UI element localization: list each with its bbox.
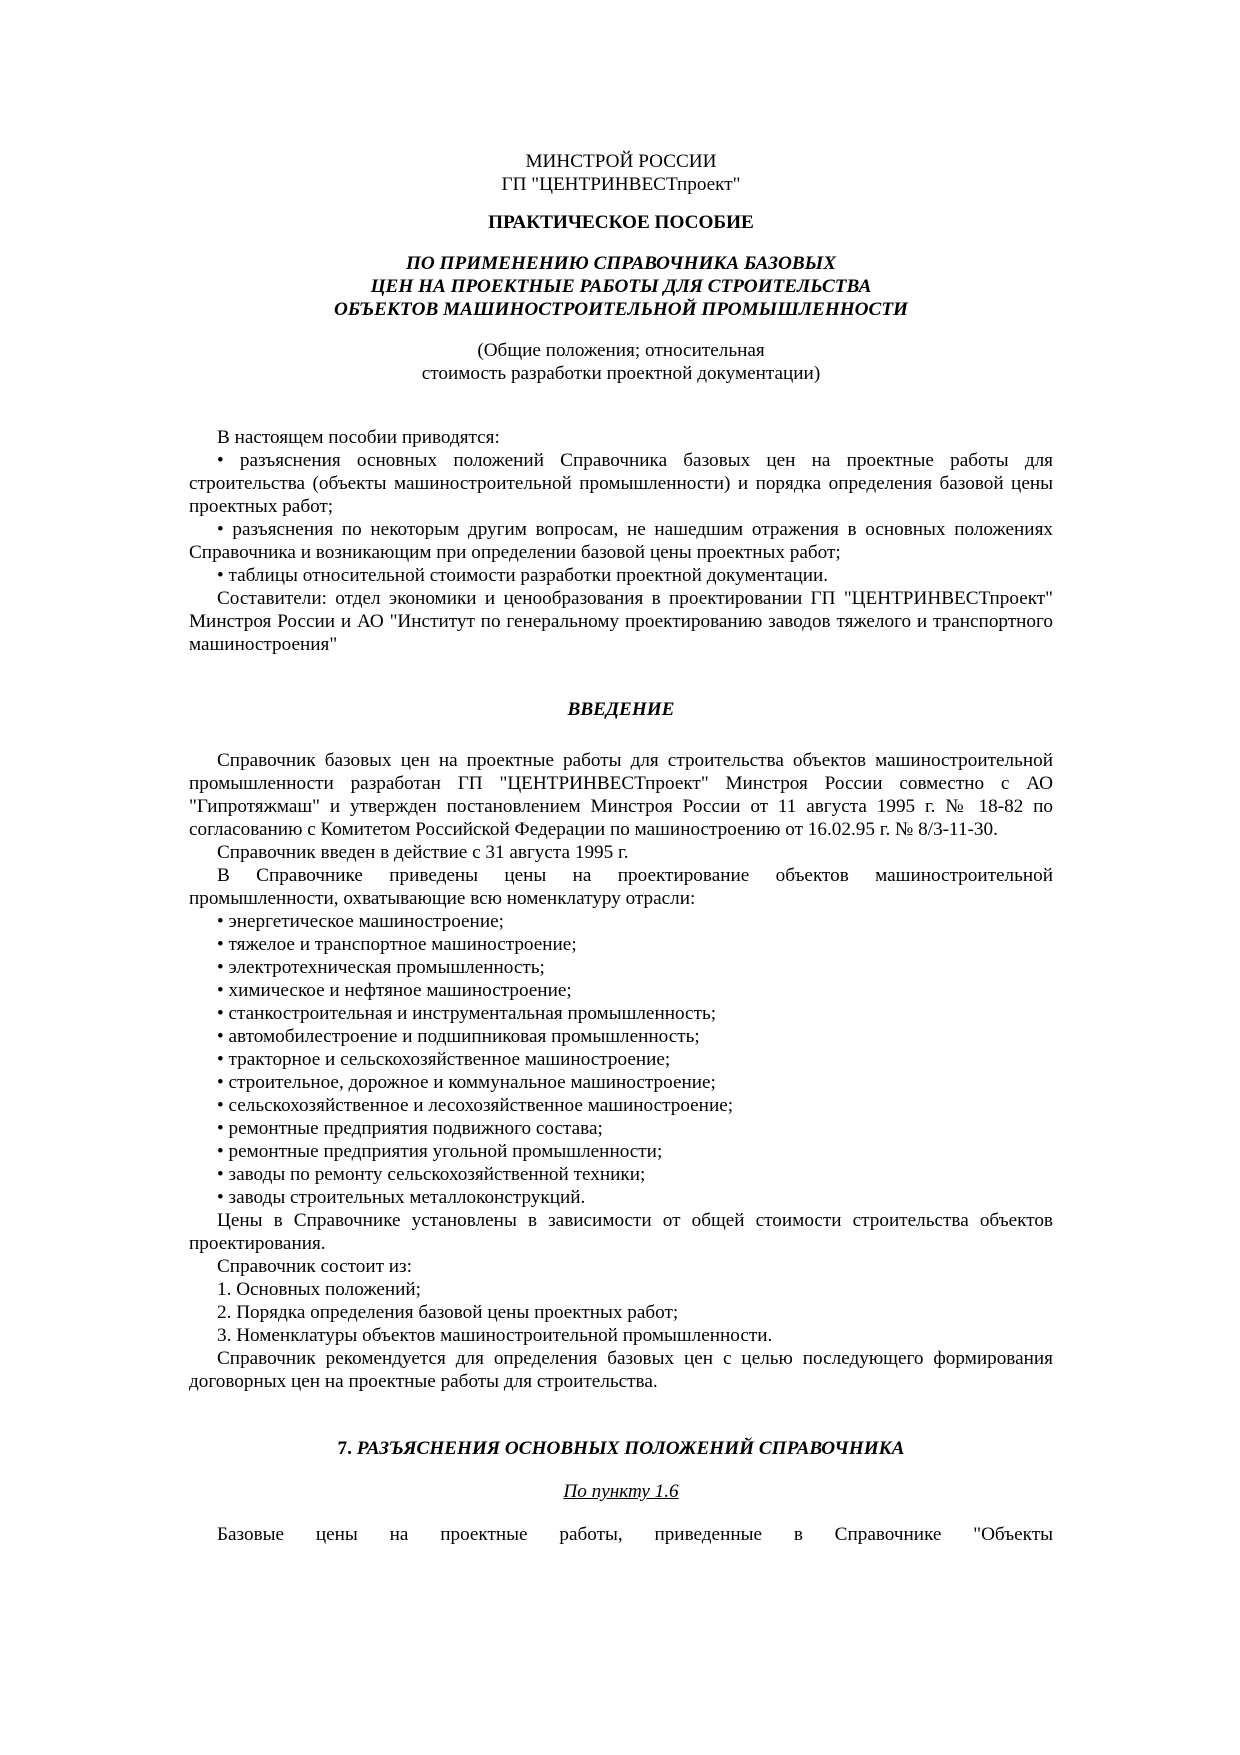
ministry-name: МИНСТРОЙ РОССИИ — [525, 151, 717, 172]
section-number: 7. — [337, 1438, 352, 1459]
introduction-heading: ВВЕДЕНИЕ — [567, 699, 675, 720]
list-item: • тракторное и сельскохозяйственное машиностроение; — [217, 1049, 671, 1070]
intro-item: • разъяснения по некоторым другим вопросам, не нашедшим отражения в основных положениях Справочника и возникающим при определении базовой цены проектных работ; — [189, 519, 1053, 563]
list-item: • строительное, дорожное и коммунальное машиностроение; — [217, 1072, 716, 1093]
document-title — [189, 252, 1053, 321]
section-subheading: По пункту 1.6 — [563, 1481, 679, 1502]
parts-list — [189, 1278, 1053, 1347]
title-line: ОБЪЕКТОВ МАШИНОСТРОИТЕЛЬНОЙ ПРОМЫШЛЕННОСТИ — [334, 299, 908, 320]
document-header — [189, 150, 1053, 196]
intro-lead: В настоящем пособии приводятся: — [217, 427, 500, 448]
list-item: • автомобилестроение и подшипниковая промышленность; — [217, 1026, 700, 1047]
industry-list — [189, 910, 1053, 1209]
intro-item: • таблицы относительной стоимости разработки проектной документации. — [217, 565, 829, 586]
list-item: 2. Порядка определения базовой цены проектных работ; — [217, 1302, 679, 1323]
list-item: 1. Основных положений; — [217, 1279, 421, 1300]
document-subtitle — [189, 339, 1053, 385]
list-item: • сельскохозяйственное и лесохозяйственное машиностроение; — [217, 1095, 734, 1116]
list-item: • энергетическое машиностроение; — [217, 911, 504, 932]
list-item: • тяжелое и транспортное машиностроение; — [217, 934, 577, 955]
subtitle-line: (Общие положения; относительная — [477, 340, 765, 361]
introduction-paragraph: В Справочнике приведены цены на проектирование объектов машиностроительной промышленности, охватывающие всю номенклатуру отрасли: — [189, 865, 1053, 909]
section-title: РАЗЪЯСНЕНИЯ ОСНОВНЫХ ПОЛОЖЕНИЙ СПРАВОЧНИКА — [356, 1438, 905, 1459]
title-line: ПО ПРИМЕНЕНИЮ СПРАВОЧНИКА БАЗОВЫХ — [405, 253, 837, 274]
subtitle-line: стоимость разработки проектной документации) — [421, 363, 821, 384]
introduction-paragraph: Справочник состоит из: — [217, 1256, 412, 1277]
introduction-paragraph: Справочник базовых цен на проектные работы для строительства объектов машиностроительной промышленности разработан ГП "ЦЕНТРИНВЕСТпроект" Минстроя России совместно с АО "Гипротяжмаш" и утвержден постановлением Минстроя России от 11 августа 1995 г. № 18-82 по согласованию с Комитетом Российской Федерации по машиностроению от 16.02.95 г. № 8/3-11-30. — [189, 750, 1053, 840]
list-item: • станкостроительная и инструментальная промышленность; — [217, 1003, 717, 1024]
title-line: ЦЕН НА ПРОЕКТНЫЕ РАБОТЫ ДЛЯ СТРОИТЕЛЬСТВА — [370, 276, 872, 297]
document-page — [189, 150, 1053, 1546]
section-heading — [189, 1437, 1053, 1460]
section-paragraph: Базовые цены на проектные работы, приведенные в Справочнике "Объекты — [217, 1524, 1053, 1545]
intro-item: • разъяснения основных положений Справочника базовых цен на проектные работы для строительства (объекты машиностроительной промышленности) и порядка определения базовой цены проектных работ; — [189, 450, 1053, 517]
intro-section — [189, 426, 1053, 656]
organization-name: ГП "ЦЕНТРИНВЕСТпроект" — [501, 174, 741, 195]
list-item: • электротехническая промышленность; — [217, 957, 545, 978]
intro-authors: Составители: отдел экономики и ценообразования в проектировании ГП "ЦЕНТРИНВЕСТпроект" Минстроя России и АО "Институт по генеральному проектированию заводов тяжелого и транспортного машиностроения" — [189, 588, 1053, 655]
list-item: • заводы строительных металлоконструкций. — [217, 1187, 586, 1208]
list-item: • заводы по ремонту сельскохозяйственной техники; — [217, 1164, 646, 1185]
introduction-body — [189, 749, 1053, 1393]
introduction-paragraph: Справочник рекомендуется для определения базовых цен с целью последующего формирования договорных цен на проектные работы для строительства. — [189, 1348, 1053, 1392]
introduction-paragraph: Цены в Справочнике установлены в зависимости от общей стоимости строительства объектов проектирования. — [189, 1210, 1053, 1254]
list-item: • ремонтные предприятия угольной промышленности; — [217, 1141, 663, 1162]
document-type: ПРАКТИЧЕСКОЕ ПОСОБИЕ — [488, 212, 754, 233]
introduction-paragraph: Справочник введен в действие с 31 августа 1995 г. — [217, 842, 629, 863]
list-item: • химическое и нефтяное машиностроение; — [217, 980, 572, 1001]
list-item: • ремонтные предприятия подвижного состава; — [217, 1118, 603, 1139]
list-item: 3. Номенклатуры объектов машиностроительной промышленности. — [217, 1325, 773, 1346]
